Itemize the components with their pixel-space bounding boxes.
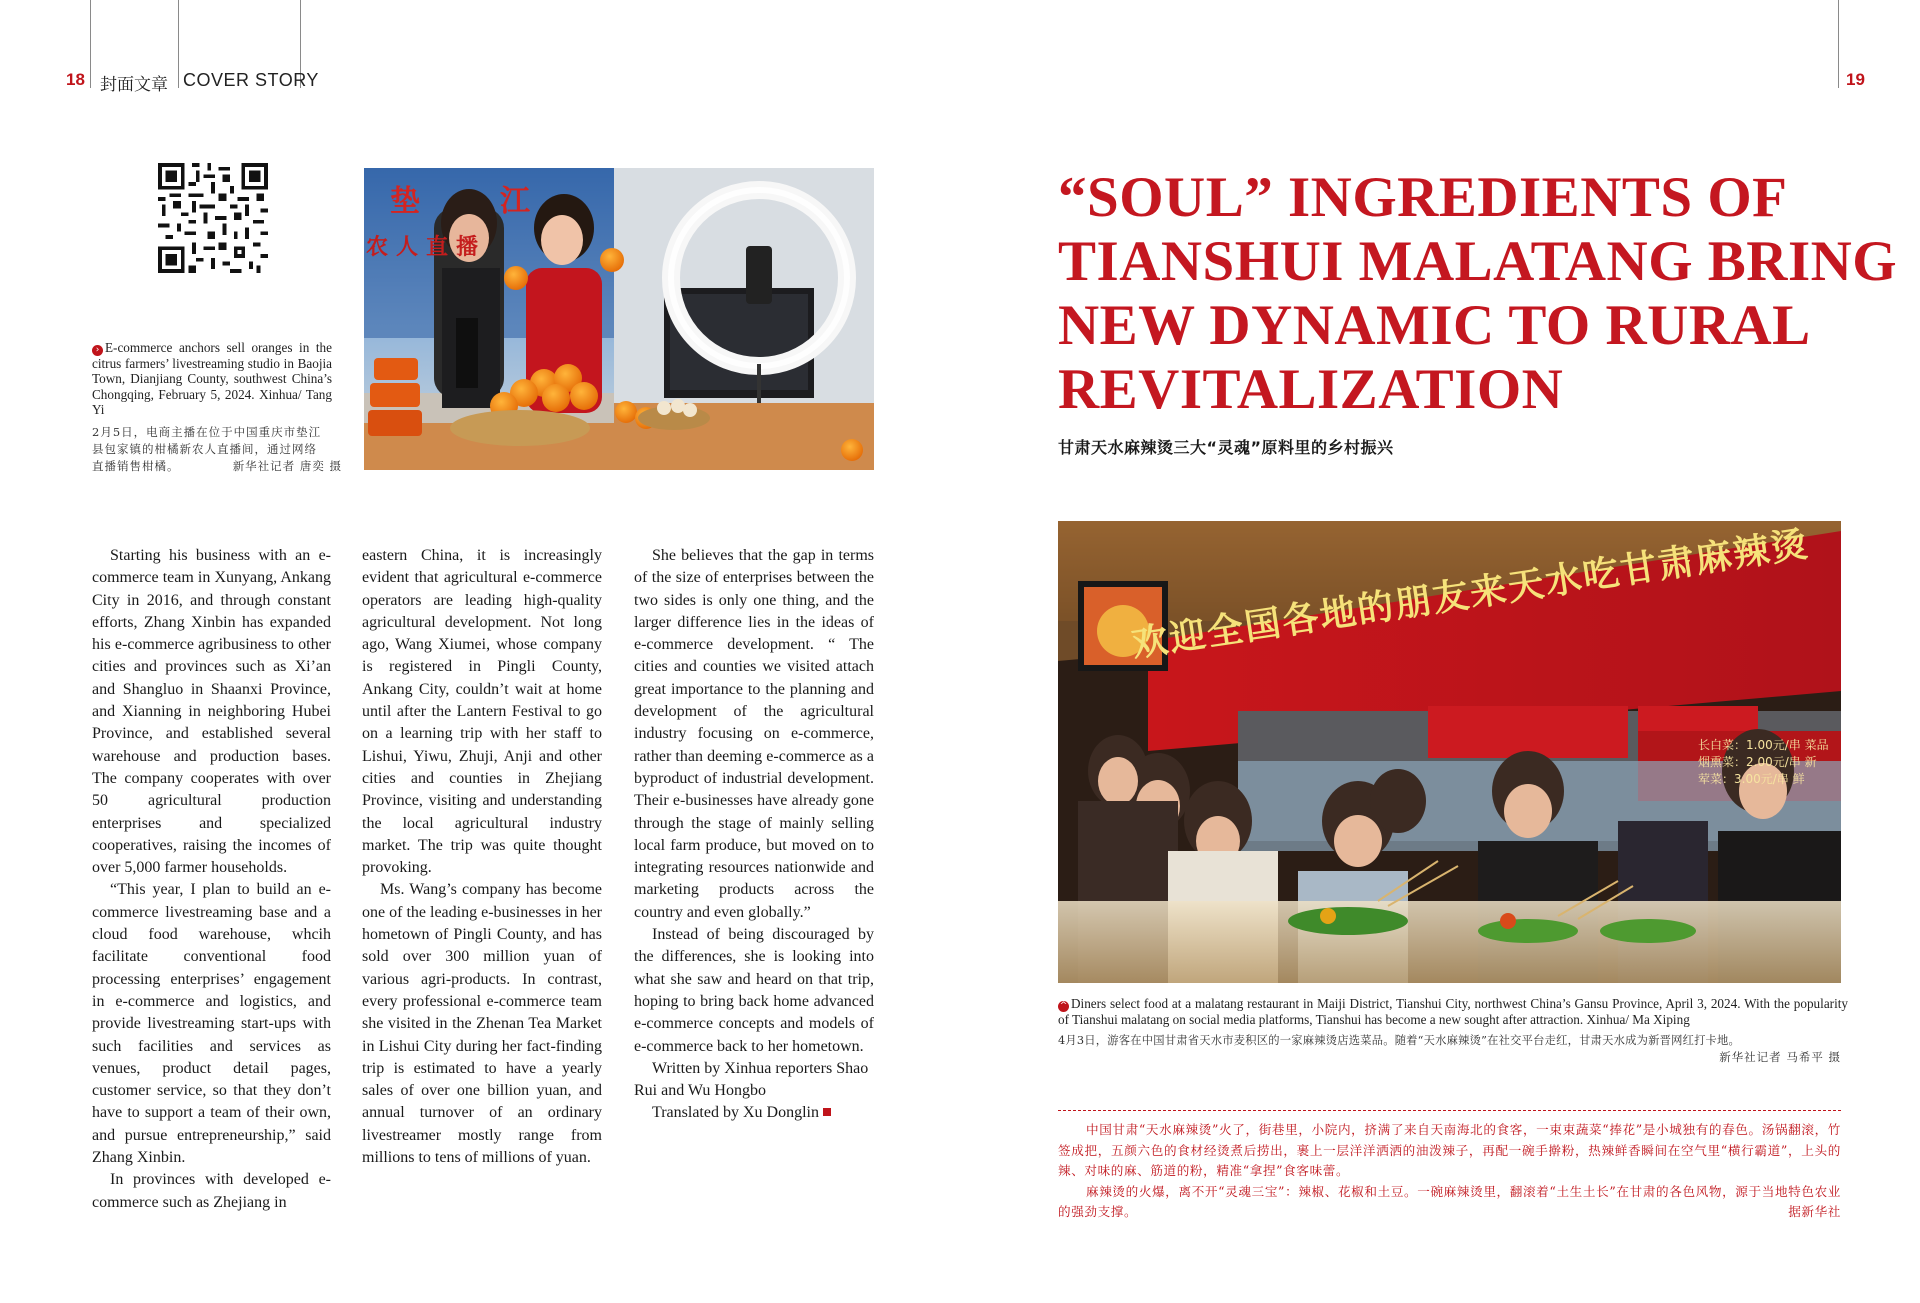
article-translator <box>634 1102 874 1124</box>
headline <box>1058 166 1908 422</box>
headline-subtitle-cn: 甘肃天水麻辣烫三大“灵魂”原料里的乡村振兴 <box>1058 438 1394 457</box>
livestream-photo <box>364 168 874 470</box>
article-paragraph: Ms. Wang’s company has become one of the leading e-businesses in her hometown of Pingli County, and has sold over 300 million yuan of various agri-products. In contrast, every professional e-commerce team she visited in the Zhenan Tea Market in Lishui City during her fact-finding trip is estimated to have a yearly sales of over one billion yuan, and annual turnover of an ordinary livestreamer mostly range from millions to tens of millions of yuan. <box>362 881 602 1167</box>
malatang-caption-credit: 新华社记者 马希平 摄 <box>1719 1050 1841 1064</box>
article-paragraph: “This year, I plan to build an e-commerce livestreaming base and a cloud food warehouse, whcih facilitate conventional food processing enterprises’ engagement in e-commerce and logistics, and provide livestreaming start-ups with such facilities and services as venues, product detail pages, customer service, so that they don’t have to support a team of their own, and pursue entrepreneurship,” said Zhang Xinbin. <box>92 881 331 1167</box>
livestream-caption-en <box>92 340 332 418</box>
left-page-number: 18 <box>66 70 85 89</box>
photo-banner-char-2: 江 <box>500 184 530 219</box>
article-column-1 <box>92 545 331 1214</box>
photo-banner-char-1: 垫 <box>390 184 420 219</box>
restaurant-banner-text: 欢迎全国各地的朋友来天水吃甘肃麻辣烫 <box>1129 523 1812 666</box>
section-title-en: COVER STORY <box>183 70 319 90</box>
article-paragraph: eastern China, it is increasingly evident that agricultural e-commerce operators are leading high-quality agricultural development. Not long ago, Wang Xiumei, whose company is registered in Pingli County, Ankang City, couldn’t wait at home until after the Lantern Festival to go on a learning trip with her staff to Lishui, Yiwu, Zhuji, Anji and other cities and counties in Zhejiang Province, visiting and understanding the local agricultural industry market. The trip was quite thought provoking. <box>362 547 602 877</box>
headline-line-2: TIANSHUI MALATANG BRING <box>1058 230 1898 293</box>
article-column-3 <box>634 545 874 1125</box>
article-translator-text: Translated by Xu Donglin <box>652 1104 819 1122</box>
malatang-caption-cn <box>1058 1032 1841 1066</box>
caption-cn-line-3-row <box>92 458 342 475</box>
caption-cn-line-1: 2月5日，电商主播在位于中国重庆市垫江 <box>92 425 322 439</box>
end-mark-icon <box>823 1108 831 1116</box>
summary-paragraph-2 <box>1058 1182 1841 1223</box>
price-board <box>1698 737 1829 788</box>
malatang-caption-cn-line: 4月3日，游客在中国甘肃省天水市麦积区的一家麻辣烫店选菜品。随着“天水麻辣烫”在社交平台走红，甘肃天水成为新晋网红打卡地。 <box>1058 1034 1741 1047</box>
malatang-photo <box>1058 521 1841 983</box>
price-board-line-1: 长白菜：1.00元/串 菜品 <box>1698 738 1829 752</box>
article-paragraph: In provinces with developed e-commerce such as Zhejiang in <box>92 1171 331 1211</box>
summary-paragraph-1: 中国甘肃“天水麻辣烫”火了，街巷里，小院内，挤满了来自天南海北的食客，一束束蔬菜“捧花”是小城独有的春色。汤锅翻滚，竹签成把，五颜六色的食材经烫煮后捞出，裹上一层洋洋洒洒的油泼辣子，再配一碗手擀粉，热辣鲜香瞬间在空气里“横行霸道”，上头的辣、对味的麻、筋道的粉，精准“拿捏”食客味蕾。 <box>1058 1122 1841 1178</box>
caption-arrow-icon: › <box>92 345 103 356</box>
article-paragraph: She believes that the gap in terms of the size of enterprises between the two sides is only one thing, and the larger difference lies in the ideas of e-commerce development. “ The cities and counties we visited attach great importance to the planning and development of the agricultural industry focusing on e-commerce, rather than deeming e-commerce as a byproduct of industrial development. Their e-businesses have already gone through the stage of mainly selling local farm produce, but moved on to integrating resources nationwide and marketing products across the country and even globally.” <box>634 547 874 921</box>
qr-code[interactable] <box>158 163 268 273</box>
price-board-line-3: 荤菜：3.00元/串 鲜 <box>1698 772 1805 786</box>
section-title-cn: 封面文章 <box>100 75 168 95</box>
photo-banner-sub: 农人直播 <box>366 235 487 260</box>
caption-up-arrow-icon: ^ <box>1059 1001 1068 1011</box>
livestream-caption-en-text: E-commerce anchors sell oranges in the citrus farmers’ livestreaming studio in Baojia Town, Dianjiang County, southwest China’s Chongqing, February 5, 2024. Xinhua/ Tang Yi <box>92 340 332 418</box>
caption-cn-line-3: 直播销售柑橘。 <box>92 459 180 473</box>
right-page-number: 19 <box>1846 70 1865 89</box>
summary-cn <box>1058 1120 1841 1223</box>
header-rule-page-right <box>1838 0 1839 88</box>
article-paragraph: Starting his business with an e-commerce team in Xunyang, Ankang City in 2016, and through constant efforts, Zhang Xinbin has expanded his e-commerce agribusiness to other cities and provinces such as Xi’an and Shangluo in Shaanxi Province, and Xianning in neighboring Hubei Province, and established several warehouse and production bases. The company cooperates with over 50 agricultural production enterprises and specialized cooperatives, raising the incomes of over 5,000 farmer households. <box>92 547 331 877</box>
malatang-caption-en-text: Diners select food at a malatang restaurant in Maiji District, Tianshui City, northwest China’s Gansu Province, April 3, 2024. With the popularity of Tianshui malatang on social media platforms, Tianshui has become a new sought after attraction. Xinhua/ Ma Xiping <box>1058 996 1848 1027</box>
summary-source: 据新华社 <box>1788 1204 1841 1219</box>
price-board-line-2: 烟熏菜：2.00元/串 新 <box>1698 755 1817 769</box>
summary-paragraph-2-text: 麻辣烫的火爆，离不开“灵魂三宝”：辣椒、花椒和土豆。一碗麻辣烫里，翻滚着“土生土长”在甘肃的各色风物，源于当地特色农业的强劲支撑。 <box>1058 1183 1841 1219</box>
article-paragraph: Instead of being discouraged by the differences, she is looking into what she saw and heard on that trip, hoping to bring back home advanced e-commerce concepts and models of e-commerce back to her hometown. <box>634 926 874 1055</box>
caption-cn-credit: 新华社记者 唐奕 摄 <box>232 459 342 473</box>
malatang-caption-en <box>1058 996 1848 1027</box>
summary-divider <box>1058 1110 1841 1111</box>
livestream-caption-cn <box>92 424 342 475</box>
article-column-2 <box>362 545 602 1169</box>
headline-line-4: REVITALIZATION <box>1058 358 1564 421</box>
header-rule-left <box>90 0 91 88</box>
headline-line-3: NEW DYNAMIC TO RURAL <box>1058 294 1811 357</box>
article-byline: Written by Xinhua reporters Shao Rui and Wu Hongbo <box>634 1059 869 1100</box>
header-rule-mid <box>178 0 179 88</box>
headline-line-1: “SOUL” INGREDIENTS OF <box>1058 166 1788 229</box>
caption-cn-line-2: 县包家镇的柑橘新农人直播间，通过网络 <box>92 442 317 456</box>
